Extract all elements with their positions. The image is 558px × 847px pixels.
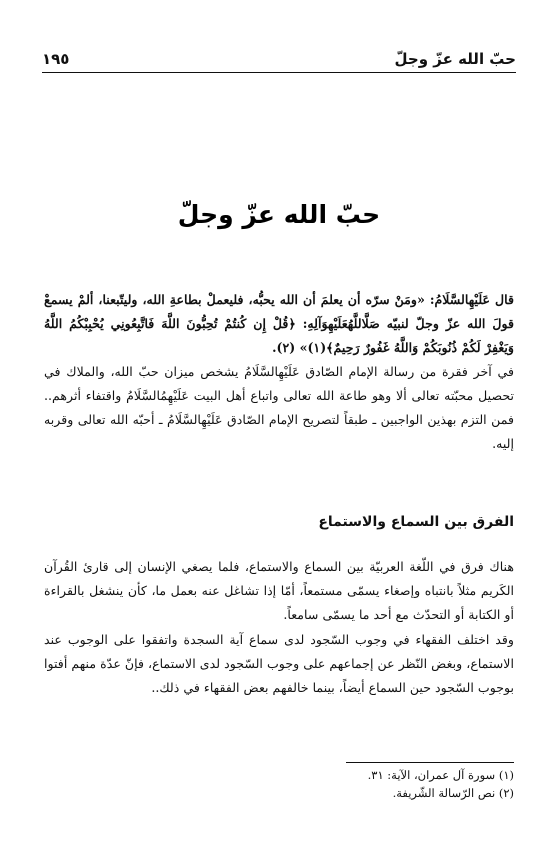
running-title: حبّ الله عزّ وجلّ xyxy=(394,50,516,68)
intro-paragraph: قال عَلَيْهِالسَّلَامُ: «ومَنْ سرّه أن يعلمَ أن الله يحبُّه، فليعملْ بطاعةِ الله، وليتّبعنا، ألمْ يسمعْ قولَ الله عزّ وجلّ لنبيّه صَلَّاللَّهُعَلَيْهِوَآلِهِ: ﴿قُلْ إِن كُنتُمْ تُحِبُّونَ اللَّهَ فَاتَّبِعُونِي يُحْبِبْكُمُ اللَّهُ وَيَغْفِرْ لَكُمْ ذُنُوبَكُمْ وَاللَّهُ غَفُورٌ رَحِيمٌ﴾(١)» (٢). xyxy=(44,292,514,355)
chapter-title: حبّ الله عزّ وجلّ xyxy=(177,200,381,229)
header-rule xyxy=(42,72,516,73)
footnote-rule xyxy=(346,762,514,763)
running-header xyxy=(42,40,516,68)
section-paragraph-2: وقد اختلف الفقهاء في وجوب السّجود لدى سماع آية السجدة واتفقوا على الوجوب عند الاستماع، وبغض النّظر عن إجماعهم على وجوب السّجود لدى الاستماع، فإنّ عدّة منهم أفتوا بوجوب السّجود حين السماع أيضاً، بينما خالفهم بعض الفقهاء في ذلك.. xyxy=(44,632,514,695)
section-subheading: الفرق بين السماع والاستماع xyxy=(318,514,514,530)
page-number: ١٩٥ xyxy=(42,50,70,68)
section-paragraph-1: هناك فرق في اللّغة العربيّة بين السماع والاستماع، فلما يصغي الإنسان إلى قارئ القُرآن الكَريم مثلاً بانتباه وإصغاء يسمّى مستمعاً، أمّا إذا تشاغل عنه بعمل ما، كأن ينشغل بالقراءة أو الكتابة أو التحدّث مع أحد ما يسمّى سامعاً. xyxy=(44,559,514,622)
second-paragraph: في آخر فقرة من رسالة الإمام الصّادق عَلَيْهِالسَّلَامُ يشخص ميزان حبّ الله، والملاك في تحصيل محبّته تعالى ألا وهو طاعة الله تعالى واتباع أهل البيت عَلَيْهِمُالسَّلَامُ واقتفاء أثرهم.. فمن التزم بهذين الواجبين ـ طبقاً لتصريح الإمام الصّادق عَلَيْهِالسَّلَامُ ـ أحبّه الله تعالى وقربه إليه. xyxy=(44,364,514,451)
footnotes xyxy=(44,766,514,802)
footnote-2: (٢) نص الرّسالة الشّريفة. xyxy=(392,786,514,800)
footnote-1: (١) سورة آل عمران، الآية: ٣١. xyxy=(367,768,514,782)
